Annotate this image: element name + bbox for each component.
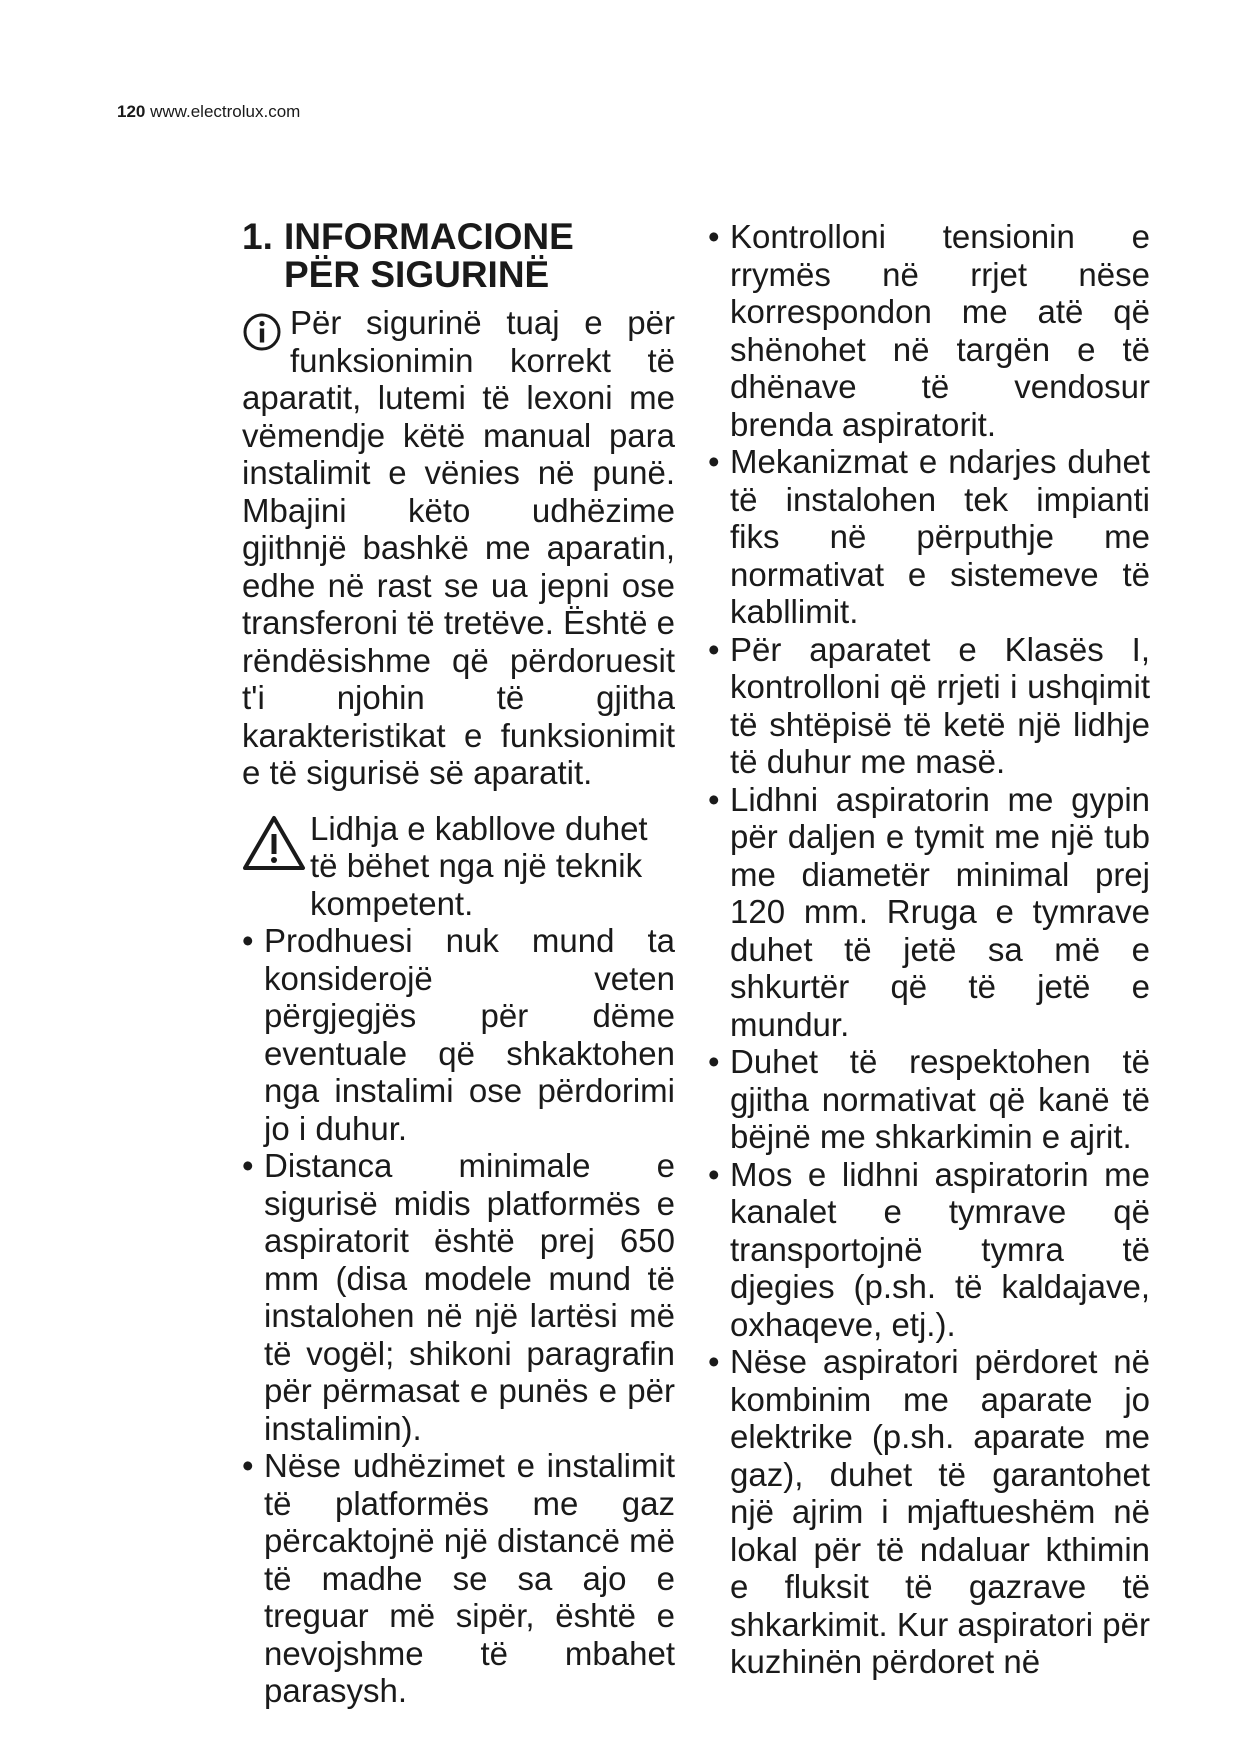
list-item: • Lidhni aspiratorin me gypin për daljen e tymit me një tub me diametër minimal prej 120 mm. Rruga e tymrave duhet të jetë sa më e shkurtër që të jetë e mundur.	[708, 780, 1150, 1043]
left-column	[242, 218, 675, 1710]
right-bullet-list	[708, 218, 1150, 1681]
list-item: • Mos e lidhni aspiratorin me kanalet e tymrave që transportojnë tymra të djegies (p.sh. të kaldajave, oxhaqeve, etj.).	[708, 1155, 1150, 1343]
list-item: • Nëse aspiratori përdoret në kombinim me aparate jo elektrike (p.sh. aparate me gaz), duhet të garantohet një ajrim i mjaftueshëm në lokal për të ndaluar kthimin e fluksit të gazrave të shkarkimit. Kur aspiratori për kuzhinën përdoret në	[708, 1343, 1150, 1680]
page-header	[117, 102, 300, 122]
list-item: • Nëse udhëzimet e instalimit të platformës me gaz përcaktojnë një distancë më të madhe se sa ajo e treguar më sipër, është e nevojshme të mbahet parasysh.	[242, 1447, 675, 1709]
section-heading	[242, 218, 675, 294]
section-title-line2: PËR SIGURINË	[284, 254, 550, 295]
list-item: • Për aparatet e Klasës I, kontrolloni që rrjeti i ushqimit të shtëpisë të ketë një lidhje të duhur me masë.	[708, 630, 1150, 780]
left-bullet-list	[242, 922, 675, 1710]
list-item: • Distanca minimale e sigurisë midis platformës e aspiratorit është prej 650 mm (disa modele mund të instalohen në një lartësi më të vogël; shikoni paragrafin për përmasat e punës e për instalimin).	[242, 1147, 675, 1447]
list-item: • Kontrolloni tensionin e rrymës në rrjet nëse korrespondon me atë që shënohet në targën e të dhënave të vendosur brenda aspiratorit.	[708, 218, 1150, 443]
website: www.electrolux.com	[150, 102, 301, 121]
intro-text: Për sigurinë tuaj e për funksionimin korrekt të aparatit, lutemi të lexoni me vëmendje këtë manual para instalimit e vënies në punë. Mbajini këto udhëzime gjithnjë bashkë me aparatin, edhe në rast se ua jepni ose transferoni të tretëve. Është e rëndësishme që përdoruesit t'i njohin të gjitha karakteristikat e funksionimit e të sigurisë së aparatit.	[242, 304, 675, 791]
warning-block	[242, 810, 675, 923]
list-item: • Mekanizmat e ndarjes duhet të instalohen tek impianti fiks në përputhje me normativat e sistemeve të kabllimit.	[708, 443, 1150, 630]
info-icon	[242, 312, 282, 352]
page-number: 120	[117, 102, 146, 121]
section-number: 1.	[242, 216, 273, 257]
warning-text: Lidhja e kabllove duhet të bëhet nga një teknik kompetent.	[310, 809, 648, 922]
warning-triangle-icon	[242, 810, 306, 923]
right-column	[708, 218, 1150, 1681]
intro-block	[242, 304, 675, 792]
list-item: • Duhet të respektohen të gjitha normativat që kanë të bëjnë me shkarkimin e ajrit.	[708, 1043, 1150, 1155]
list-item: • Prodhuesi nuk mund ta konsiderojë veten përgjegjës për dëme eventuale që shkaktohen nga instalimi ose përdorimi jo i duhur.	[242, 922, 675, 1147]
section-title-line1: INFORMACIONE	[284, 216, 574, 257]
